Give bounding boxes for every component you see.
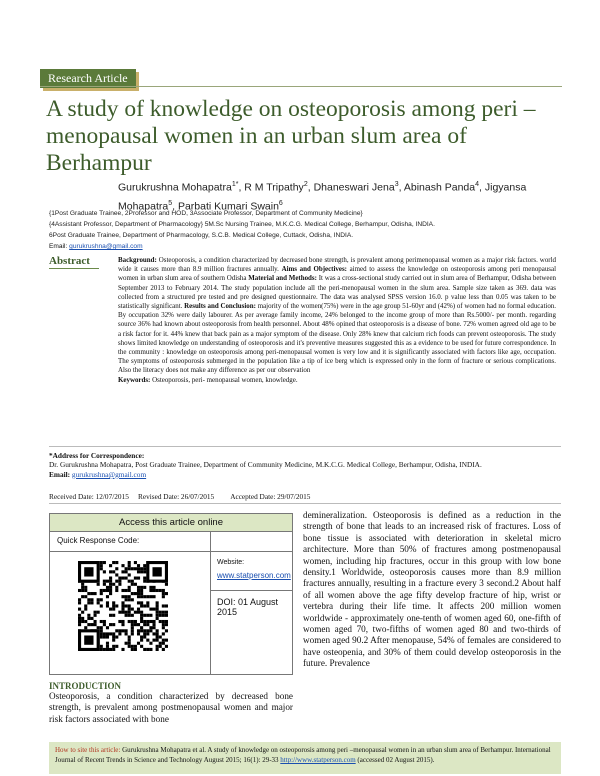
- results-label: Results and Conclusion:: [184, 302, 256, 311]
- author-name: Gurukrushna Mohapatra: [118, 181, 232, 194]
- dates-line: [49, 492, 561, 501]
- qr-label: Quick Response Code:: [57, 536, 140, 545]
- keywords-label: Keywords:: [118, 375, 151, 384]
- introduction-heading: INTRODUCTION: [49, 681, 122, 691]
- box-divider: [50, 551, 292, 552]
- section-divider: [49, 446, 561, 447]
- correspondence-text: Dr. Gurukrushna Mohapatra, Post Graduate Trainee, Department of Community Medicine, M.K.C.G. Medical College, Berhampur, Odisha, INDIA.: [49, 460, 482, 470]
- citation-label: How to site this article:: [55, 746, 121, 754]
- access-article-box: [49, 513, 293, 675]
- aims-label: Aims and Objectives:: [281, 265, 347, 274]
- author-superscript: 2: [303, 181, 308, 188]
- author-superscript: 4: [475, 181, 480, 188]
- results-text: majority of the women(75%) were in the age group 51-60yr and (42%) of women had no formal education. By occupation 32% were daily labourer. As per average family income, 24% belonged to the income group of more than Rs.5000/- per month. regarding source 36% had known about osteoporosis from health personnel. About 48% opined that osteoporosis is a disease of bone. 72% women agreed old age to be a risk factor for it. 44% knew that back pain as a major symptom of the disease. Only 28% knew that calcium rich foods can prevent osteoporosis. The study shows limited knowledge on understanding of osteoporosis and it's preventive measures suggested this as a evidence to be used for future correspondence. In the community : knowledge on osteoporosis among peri-menopausal women is very low and it is significantly associated with factors like age, occupation. The symptoms of osteoporosis submerged in the population like a tip of ice berg which is expressed only in the form of fracture or serious complications. Also the literacy does not make any difference as per our observation: [118, 302, 556, 375]
- citation-accessed: (accessed 02 August 2015).: [357, 756, 435, 764]
- box-divider: [210, 531, 211, 674]
- affiliations: [49, 208, 569, 241]
- methods-text: It was a cross-sectional study carried out in slum area of Berhampur, Odisha between September 2013 to February 2014. The study population include all the peri-menopausal women in the slum area. Sample size taken as 369. data was collected from a structured pre tested and pre designed questionnaire. The data was analysed SPSS version 16.0. p value less than 0.05 was taken to be statistically significant.: [118, 274, 556, 311]
- author-superscript: 5: [168, 199, 173, 207]
- methods-label: Material and Methods:: [248, 274, 317, 283]
- revised-date: Revised Date: 26/07/2015: [137, 492, 215, 501]
- affiliation-line: 6Post Graduate Trainee, Department of Pharmacology, S.C.B. Medical College, Cuttack, Odisha, INDIA.: [49, 232, 354, 239]
- box-divider: [210, 590, 292, 591]
- paper-title: A study of knowledge on osteoporosis among peri –menopausal women in an urban slum area of Berhampur: [46, 96, 536, 176]
- author-superscript: 6: [278, 199, 283, 207]
- author-list: Gurukrushna Mohapatra$^{1*}$, R M Tripathy$^2$, Dhaneswari Jena$^3$, Abinash Panda$^4$, Jigyansa Mohapatra$^5$, Parbati Kumari Swain$^6$: [118, 181, 527, 212]
- author-email: [49, 243, 143, 250]
- background-text: Osteoporosis, a condition characterized by decreased bone strength, is prevalent among perimenopausal women as a major risk factors. world wide it causes more than 8.9 million fractures annually.: [118, 256, 556, 274]
- author-name: Dhaneswari Jena: [313, 181, 395, 194]
- abstract-body: [118, 256, 556, 385]
- qr-code-icon[interactable]: [78, 561, 168, 651]
- right-column-text: demineralization. Osteoporosis is defined as a reduction in the strength of bone that leads to an increased risk of fractures. Loss of bone tissue is associated with deterioration in skeletal micro architecture. More than 50% of fractures among postmenopausal women, including hip fractures, occur in this group with low bone density.1 Worldwide, osteoporosis causes more than 8.9 million fractures annually, resulting in a fracture every 3 second.2 About half of all women above the age fifty develop fracture of hip, wrist or vertebra during their life time. It affects 200 million women worldwide - approximately one-tenth of women aged 60, one-fifth of women aged 70, two-fifths of women aged 80 and two-thirds of women aged 90.2 After menopause, 54% of females are considered to have osteopenia, and 30% of them could develop osteoporosis in the future. Prevalence: [303, 510, 561, 669]
- email-label: Email:: [49, 243, 68, 250]
- received-date: Received Date: 12/07/2015: [49, 492, 129, 501]
- doi-text: DOI: 01 August 2015: [217, 597, 279, 617]
- citation-box: [49, 742, 561, 774]
- header-rule: [40, 86, 562, 87]
- access-box-heading: Access this article online: [50, 514, 292, 532]
- aims-text: aimed to assess the knowledge on osteoporosis among peri menopausal women in urban slum area of southern Odisha: [118, 265, 557, 283]
- abstract-rule: [49, 268, 99, 269]
- correspondence-email-link[interactable]: gurukrushna@gmail.com: [71, 469, 147, 479]
- website-label: Website:: [217, 559, 245, 566]
- author-name: R M Tripathy: [244, 181, 304, 194]
- email-link[interactable]: gurukrushna@gmail.com: [69, 243, 143, 250]
- author-name: Abinash Panda: [403, 181, 476, 194]
- citation-text: Gurukrushna Mohapatra et al. A study of knowledge on osteoporosis among peri –menopausal women in an urban slum area of Berhampur. International Journal of Recent Trends in Science and Technology August 2015; 16(1): 29-33: [55, 746, 551, 764]
- abstract-heading: Abstract: [49, 255, 90, 267]
- correspondence-heading: *Address for Correspondence:: [49, 451, 145, 460]
- correspondence-email-label: Email:: [49, 469, 71, 479]
- background-label: Background:: [118, 256, 157, 264]
- author-superscript: 3: [394, 181, 399, 188]
- keywords-text: Osteoporosis, peri- menopausal women, knowledge.: [152, 375, 298, 384]
- author-name: Jigyansa Mohapatra: [118, 181, 527, 212]
- correspondence-email: [49, 470, 561, 479]
- introduction-text: Osteoporosis, a condition characterized by decreased bone strength, is prevalent among postmenopausal women and major risk factors associated with bone: [49, 691, 293, 724]
- correspondence-block: [49, 451, 561, 479]
- section-divider: [49, 503, 561, 504]
- citation-url[interactable]: http://www.statperson.com: [280, 756, 356, 764]
- affiliation-line: {4Assistant Professor, Department of Pharmacology} 5M.Sc Nursing Trainee, M.K.C.G. Medical College, Berhampur, Odisha, INDIA.: [49, 221, 435, 228]
- author-superscript: 1*: [231, 181, 239, 188]
- accepted-date: Accepted Date: 29/07/2015: [230, 492, 311, 501]
- article-type-badge: Research Article: [40, 69, 136, 88]
- author-name: Parbati Kumari Swain: [177, 200, 279, 212]
- affiliation-line: {1Post Graduate Trainee, 2Professor and HOD, 3Associate Professor, Department of Community Medicine}: [49, 210, 363, 217]
- website-link[interactable]: www.statperson.com: [217, 571, 291, 580]
